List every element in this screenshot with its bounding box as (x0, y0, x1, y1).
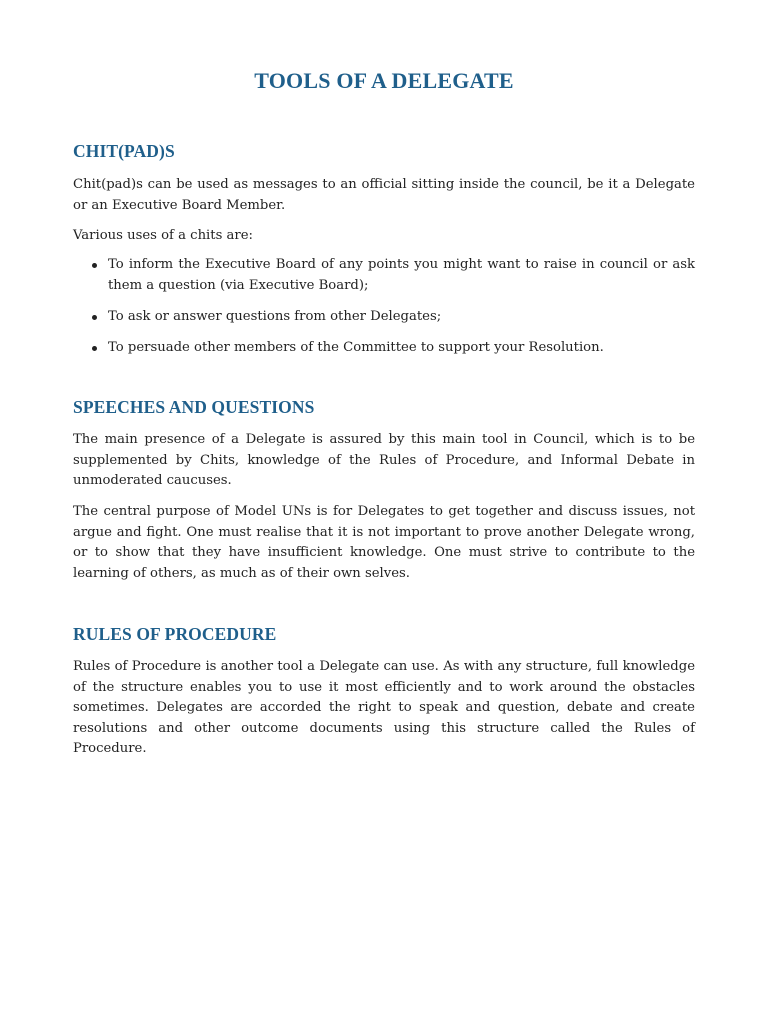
list-item (73, 307, 695, 328)
list-item-text: To persuade other members of the Committee to support your Resolution. (108, 339, 604, 355)
chitpads-paragraph-2: Various uses of a chits are: (73, 228, 253, 243)
speeches-paragraph-1: The main presence of a Delegate is assured by this main tool in Council, which is to be supplemented by Chits, knowledge of the Rules of Procedure, and Informal Debate in unmoderated caucuses. (73, 432, 695, 488)
speeches-paragraph-2: The central purpose of Model UNs is for Delegates to get together and discuss issues, not argue and fight. One must realise that it is not important to prove another Delegate wrong, or to show that they have insufficient knowledge. One must strive to contribute to the learning of others, as much as of their own selves. (73, 504, 695, 581)
bullet-icon (92, 263, 97, 268)
bullet-icon (92, 346, 97, 351)
chit-uses-list (73, 255, 695, 369)
rules-paragraph-1: Rules of Procedure is another tool a Delegate can use. As with any structure, full knowledge of the structure enables you to use it most efficiently and to work around the obstacles sometimes. Delegates are accorded the right to speak and question, debate and create resolutions and other outcome documents using this structure called the Rules of Procedure. (73, 659, 695, 756)
list-item-text: To ask or answer questions from other Delegates; (108, 308, 442, 324)
bullet-icon (92, 315, 97, 320)
chitpads-paragraph-1: Chit(pad)s can be used as messages to an official sitting inside the council, be it a Delegate or an Executive Board Member. (73, 177, 695, 213)
section-heading-rules: RULES OF PROCEDURE (73, 624, 277, 644)
list-item (73, 255, 695, 296)
list-item-text: To inform the Executive Board of any points you might want to raise in council or ask them a question (via Executive Board); (108, 257, 695, 293)
document-title: TOOLS OF A DELEGATE (254, 68, 514, 93)
list-item (73, 338, 695, 359)
section-heading-speeches: SPEECHES AND QUESTIONS (73, 397, 315, 417)
section-heading-chitpads: CHIT(PAD)S (73, 141, 175, 161)
